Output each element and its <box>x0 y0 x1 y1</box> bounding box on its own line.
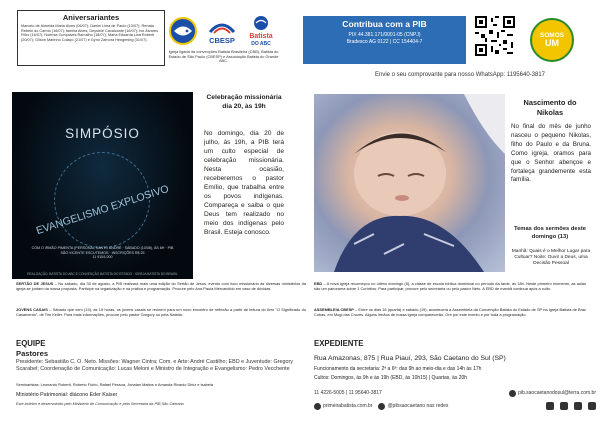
abc-label: DO ABC <box>251 41 271 47</box>
contribute-box <box>303 16 466 64</box>
note-sertao-label: SERTÃO DE JESUS <box>16 281 54 286</box>
sermons-body: Manhã: Quais é o Melhor Lugar para Cultuar? Noite: Ouvir a Deus, uma Decisão Pessoal <box>511 249 591 266</box>
birthdays-text: Marcelo de Almeida Maria Alves (06/07); Daniel Lima de Paulo (13/07); Renata Rebelo do Carmo (16/07); família Alves; Deysiele Cavalcante (16/07); Ivo Álvares Filho (16/07); Noêmia Gonçalves Ramalho (18/07); Maria Eduarda Lisa Roberti (20/07); Gilson Marinho Colaço (21/07) e Gyno Zamora Hengening (31/07). <box>21 24 158 43</box>
patrimonial-ministry: Ministério Patrimonial: diácono Eder Kaiser <box>16 392 118 398</box>
um-label: UM <box>545 38 559 48</box>
note-ebd <box>314 282 586 292</box>
contribute-title: Contribua com a PIB <box>342 19 427 29</box>
spotify-icon[interactable] <box>574 402 582 410</box>
poster-phone: 11 9154-000 <box>92 255 113 259</box>
sermons-title: Temas dos sermões deste domingo (13) <box>513 226 587 240</box>
nikolas-body: No final do mês de junho nasceu o pequeno Nikolas, filho do Paulo e da Bruna. Como igreja, oramos para que o Senhor abençoe e fortaleça grandemente esta família. <box>511 123 591 184</box>
bank-account: Bradesco AG 0122 | CC 154404-7 <box>346 39 423 45</box>
bulletin-note: Este boletim é desenvolvido pelo Ministério de Comunicação e pela Secretaria da PIB São Caetano <box>16 402 184 406</box>
note-sertao-text: – No sábado, dia 30 de agosto, a PIB realizará mais uma edição do Sertão de Jesus, evento com foco missionário às diversas ministérios da igreja se juntam da nossa proposta. Participe na organização e na prática e programação. Procure pelo Ana Paula Mercandido em caso de dúvidas. <box>16 281 306 291</box>
pix-key: PIX 44.381.171/0001-05 (CNPJ) <box>348 32 421 38</box>
email-icon <box>509 390 516 397</box>
service-times: Cultos: Domingos, às 9h e às 19h (EBD, às 10h15) | Quartas, às 20h <box>314 375 468 381</box>
pastors-heading: Pastores <box>16 349 49 358</box>
note-jovens-text: – Sábado que vem (19), às 19 horas, os jovens casais se reúnem para um novo encontro de reflexão a partir de leitura do livro "O Significado do Casamento", de Tim Keller. Para mais informações, procure pelo pastor Gregory ou pela Natália. <box>16 307 306 317</box>
batista-abc-logo-icon <box>245 14 277 48</box>
youtube-icon[interactable] <box>560 402 568 410</box>
social-handle[interactable]: @pibsaocaetano nas redes <box>387 403 449 409</box>
email-link[interactable]: pib.saocaetanodosul@terra.com.br <box>518 390 596 396</box>
note-ebd-label: EBD <box>314 281 323 286</box>
office-hours: Funcionamento da secretaria: 2ª a 6ª: das 9h ao meio-dia e das 14h às 17h <box>314 366 482 372</box>
note-sertao <box>16 282 306 292</box>
social-row <box>314 401 596 411</box>
celebration-title: Celebração missionária dia 20, às 19h <box>206 94 282 110</box>
cbb-logo-icon <box>169 17 197 45</box>
note-jovens <box>16 308 306 318</box>
note-assembleia-text: – Entre os dias 16 (quarta) e sábado (19), acontecerá a Assembleia da Convenção Batista do Estado de SP na Igreja Batista de Braz Cubas, em Mogi das Cruzes. Alguns irmãos de nossa igreja comparecerão. Ore por este evento e por toda a programação. <box>314 307 586 317</box>
poster-details-text: COM O IRMÃO PIMENTA (PERSONAL SANTO ANDRÉ · SÁBADO (10/08), ÀS 8H · PIB SÃO VICENTE ESCUTEMOS · INSCRIÇÕES R$ 25 <box>31 246 174 255</box>
baby-photo <box>314 94 505 272</box>
instagram-icon[interactable] <box>546 402 554 410</box>
birthdays-box <box>17 10 165 66</box>
simposio-poster <box>12 92 193 279</box>
note-assembleia-label: ASSEMBLEIA CBESP <box>314 307 354 312</box>
poster-credits: REALIZAÇÃO: BATISTA DO ABC E CONVENÇÃO BATISTA DO ESTADO · IGREJA BATISTA DO BRASIL <box>27 272 178 276</box>
whatsapp-note: Envie o seu comprovante para nosso WhatsApp: 1195640-3817 <box>375 72 545 78</box>
note-jovens-label: JOVENS CASAIS <box>16 307 48 312</box>
somos-label: SOMOS <box>539 32 565 39</box>
poster-evangelismo: EVANGELISMO EXPLOSIVO <box>34 182 171 238</box>
note-ebd-text: – A nova igreja recomeçou no último domingo (6), a classe de escola bíblica dominical no período da tarde, às 18h. Neste primeiro momento, as aulas são um panorama sobre 1 Coríntios. Para participar, procure pelo secretaria ou pelo pastor Neto. A EBD de manhã continua após a culto. <box>314 281 586 291</box>
expediente-heading: EXPEDIENTE <box>314 339 364 348</box>
conventions-caption: Igreja ligada da convenções Batista Brasileira (CBB), Batista do Estado de São Paulo (CBESP) e Associação Batista do Grande ABC. <box>168 49 279 64</box>
cbesp-logo-icon <box>205 16 239 46</box>
team-body: Presidente: Sebastião C. O. Neto. Missões: Wagner Cintra; Com. e Arte: André Castilho; EBD e Juventude: Gregory Scarabel; Coordenação de Comunicação: Lucas Meloni e Ministro de Integração e Evangelismo: Pedro Vecchente <box>16 359 293 373</box>
globe-icon <box>314 403 321 410</box>
note-assembleia <box>314 308 586 318</box>
poster-title: SIMPÓSIO <box>65 126 140 141</box>
nikolas-title: Nascimento do Nikolas <box>523 98 577 117</box>
somos-um-badge <box>530 18 574 62</box>
team-heading: EQUIPE <box>16 339 46 348</box>
facebook-icon[interactable] <box>588 402 596 410</box>
poster-details <box>30 246 175 260</box>
at-icon <box>378 403 385 410</box>
qr-code-icon[interactable] <box>473 14 517 58</box>
contact-row <box>314 388 596 398</box>
celebration-body: No domingo, dia 20 de julho, às 19h, a PIB terá um culto especial de celebração missionária. Nesta ocasião, receberemos o pastor Emílio, que trabalha entre os povos indígenas. Compareça e saiba o que Deus tem realizado no meio dos indígenas pelo Brasil. Esteja conosco. <box>204 130 284 236</box>
phone-numbers: 11 4226-5005 | 11 95640-3817 <box>314 390 382 396</box>
batista-label: Batista <box>249 33 273 40</box>
cbesp-label: CBESP <box>209 36 235 45</box>
seminarians: Seminaristas: Leonardo Roberti, Roberto Fiório, Rafael Pessoa, Jonatan Mattos e Amanda Rivanio Diniz e Isabela <box>16 382 214 387</box>
address: Rua Amazonas, 875 | Rua Piauí, 293, São Caetano do Sul (SP) <box>314 355 506 362</box>
birthdays-title: Aniversariantes <box>62 13 120 22</box>
website-link[interactable]: primeirabatista.com.br <box>323 403 373 409</box>
